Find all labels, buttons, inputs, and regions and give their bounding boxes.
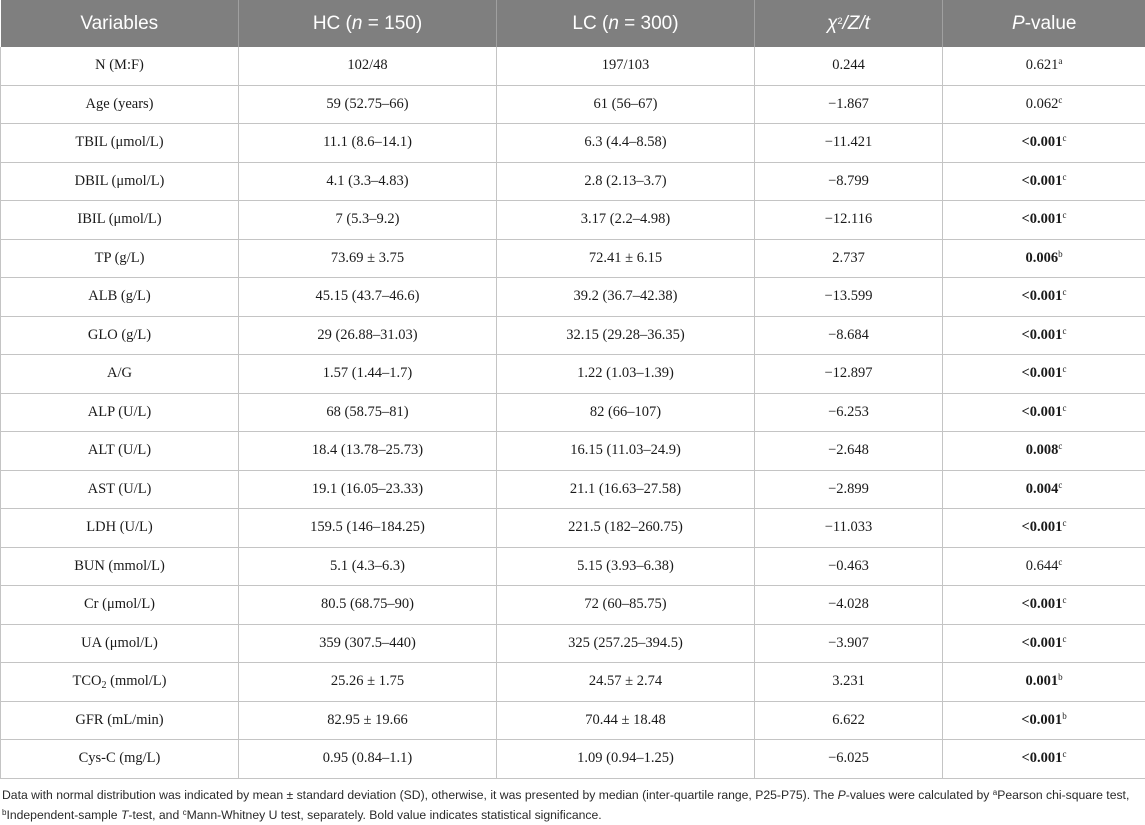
cell-variable: UA (μmol/L) [1,624,239,663]
cell-p-value: <0.001$^c$ [943,201,1145,240]
cell-p-value: 0.006$^b$ [943,239,1145,278]
cell-p-value: <0.001$^c$ [943,355,1145,394]
cell-statistic: 3.231 [755,663,943,702]
table-row [1,355,1145,394]
cell-variable: AST (U/L) [1,470,239,509]
table-row [1,239,1145,278]
cell-lc: 5.15 (3.93–6.38) [497,547,755,586]
cell-lc: 1.09 (0.94–1.25) [497,740,755,779]
cell-statistic: −2.648 [755,432,943,471]
cell-statistic: −8.684 [755,316,943,355]
cell-lc: 6.3 (4.4–8.58) [497,124,755,163]
cell-statistic: −6.253 [755,393,943,432]
cell-lc: 2.8 (2.13–3.7) [497,162,755,201]
table-row [1,624,1145,663]
cell-p-value: <0.001$^c$ [943,624,1145,663]
cell-lc: 39.2 (36.7–42.38) [497,278,755,317]
cell-statistic: −0.463 [755,547,943,586]
cell-variable: $TCO_2$ (mmol/L) [1,663,239,702]
cell-variable: IBIL (μmol/L) [1,201,239,240]
cell-statistic: −2.899 [755,470,943,509]
cell-hc: 11.1 (8.6–14.1) [239,124,497,163]
cell-statistic: −12.897 [755,355,943,394]
table-footnote: Data with normal distribution was indicated by mean ± standard deviation (SD), otherwise, it was presented by median (inter-quartile range, P25-P75). The P-values were calculated by $^a$Pearson chi-square test, $^b$Independent-sample T-test, and $^c$Mann-Whitney U test, separately. Bold value indicates statistical significance. [2,785,1142,825]
cell-hc: 68 (58.75–81) [239,393,497,432]
cell-hc: 29 (26.88–31.03) [239,316,497,355]
cell-lc: 16.15 (11.03–24.9) [497,432,755,471]
cell-statistic: −13.599 [755,278,943,317]
cell-p-value: <0.001$^c$ [943,586,1145,625]
cell-p-value: <0.001$^c$ [943,162,1145,201]
header-row [1,0,1145,47]
cell-p-value: 0.004$^c$ [943,470,1145,509]
cell-hc: 1.57 (1.44–1.7) [239,355,497,394]
header-hc: HC (n = 150) [239,0,497,47]
cell-statistic: −12.116 [755,201,943,240]
cell-variable: A/G [1,355,239,394]
cell-p-value: <0.001$^c$ [943,278,1145,317]
cell-statistic: −4.028 [755,586,943,625]
cell-hc: 7 (5.3–9.2) [239,201,497,240]
cell-p-value: <0.001$^c$ [943,316,1145,355]
header-lc: LC (n = 300) [497,0,755,47]
cell-lc: 70.44 ± 18.48 [497,701,755,740]
table-row [1,509,1145,548]
cell-variable: BUN (mmol/L) [1,547,239,586]
cell-hc: 159.5 (146–184.25) [239,509,497,548]
cell-lc: 72 (60–85.75) [497,586,755,625]
cell-variable: DBIL (μmol/L) [1,162,239,201]
cell-lc: 61 (56–67) [497,85,755,124]
cell-lc: 1.22 (1.03–1.39) [497,355,755,394]
cell-hc: 19.1 (16.05–23.33) [239,470,497,509]
cell-lc: 221.5 (182–260.75) [497,509,755,548]
cell-p-value: 0.001$^b$ [943,663,1145,702]
cell-hc: 5.1 (4.3–6.3) [239,547,497,586]
table-row [1,162,1145,201]
cell-hc: 59 (52.75–66) [239,85,497,124]
cell-variable: ALP (U/L) [1,393,239,432]
cell-statistic: 2.737 [755,239,943,278]
cell-statistic: −6.025 [755,740,943,779]
cell-statistic: −1.867 [755,85,943,124]
cell-lc: 21.1 (16.63–27.58) [497,470,755,509]
header-variables: Variables [1,0,239,47]
cell-p-value: 0.062$^c$ [943,85,1145,124]
cell-p-value: <0.001$^c$ [943,509,1145,548]
cell-p-value: <0.001$^c$ [943,124,1145,163]
cell-hc: 25.26 ± 1.75 [239,663,497,702]
cell-variable: ALB (g/L) [1,278,239,317]
cell-hc: 359 (307.5–440) [239,624,497,663]
table-row [1,740,1145,779]
table-row [1,470,1145,509]
cell-hc: 18.4 (13.78–25.73) [239,432,497,471]
cell-statistic: 6.622 [755,701,943,740]
cell-statistic: −11.033 [755,509,943,548]
cell-lc: 3.17 (2.2–4.98) [497,201,755,240]
cell-lc: 24.57 ± 2.74 [497,663,755,702]
cell-variable: LDH (U/L) [1,509,239,548]
cell-hc: 73.69 ± 3.75 [239,239,497,278]
table-row [1,47,1145,85]
cell-hc: 45.15 (43.7–46.6) [239,278,497,317]
cell-variable: N (M:F) [1,47,239,85]
table-row [1,316,1145,355]
cell-lc: 72.41 ± 6.15 [497,239,755,278]
cell-p-value: 0.621$^a$ [943,47,1145,85]
cell-statistic: −3.907 [755,624,943,663]
table-row [1,85,1145,124]
cell-statistic: −11.421 [755,124,943,163]
cell-variable: GLO (g/L) [1,316,239,355]
cell-lc: 32.15 (29.28–36.35) [497,316,755,355]
cell-p-value: <0.001$^c$ [943,393,1145,432]
table-row [1,432,1145,471]
table-row [1,663,1145,702]
cell-variable: Cr (μmol/L) [1,586,239,625]
cell-hc: 80.5 (68.75–90) [239,586,497,625]
header-p-value: P-value [943,0,1145,47]
table-row [1,393,1145,432]
cell-lc: 82 (66–107) [497,393,755,432]
cell-hc: 4.1 (3.3–4.83) [239,162,497,201]
header-statistic: $\chi^2/Z/t$ [755,0,943,47]
table-row [1,124,1145,163]
cell-p-value: 0.644$^c$ [943,547,1145,586]
cell-statistic: 0.244 [755,47,943,85]
cell-hc: 102/48 [239,47,497,85]
cell-hc: 0.95 (0.84–1.1) [239,740,497,779]
cell-p-value: <0.001$^c$ [943,740,1145,779]
cell-variable: TP (g/L) [1,239,239,278]
table-row [1,278,1145,317]
cell-p-value: <0.001$^b$ [943,701,1145,740]
cell-variable: ALT (U/L) [1,432,239,471]
table-row [1,547,1145,586]
cell-p-value: 0.008$^c$ [943,432,1145,471]
table-row [1,201,1145,240]
table-row [1,586,1145,625]
table-row [1,701,1145,740]
cell-statistic: −8.799 [755,162,943,201]
cell-variable: TBIL (μmol/L) [1,124,239,163]
cell-variable: GFR (mL/min) [1,701,239,740]
cell-variable: Cys-C (mg/L) [1,740,239,779]
cell-variable: Age (years) [1,85,239,124]
cell-lc: 325 (257.25–394.5) [497,624,755,663]
cell-hc: 82.95 ± 19.66 [239,701,497,740]
cell-lc: 197/103 [497,47,755,85]
